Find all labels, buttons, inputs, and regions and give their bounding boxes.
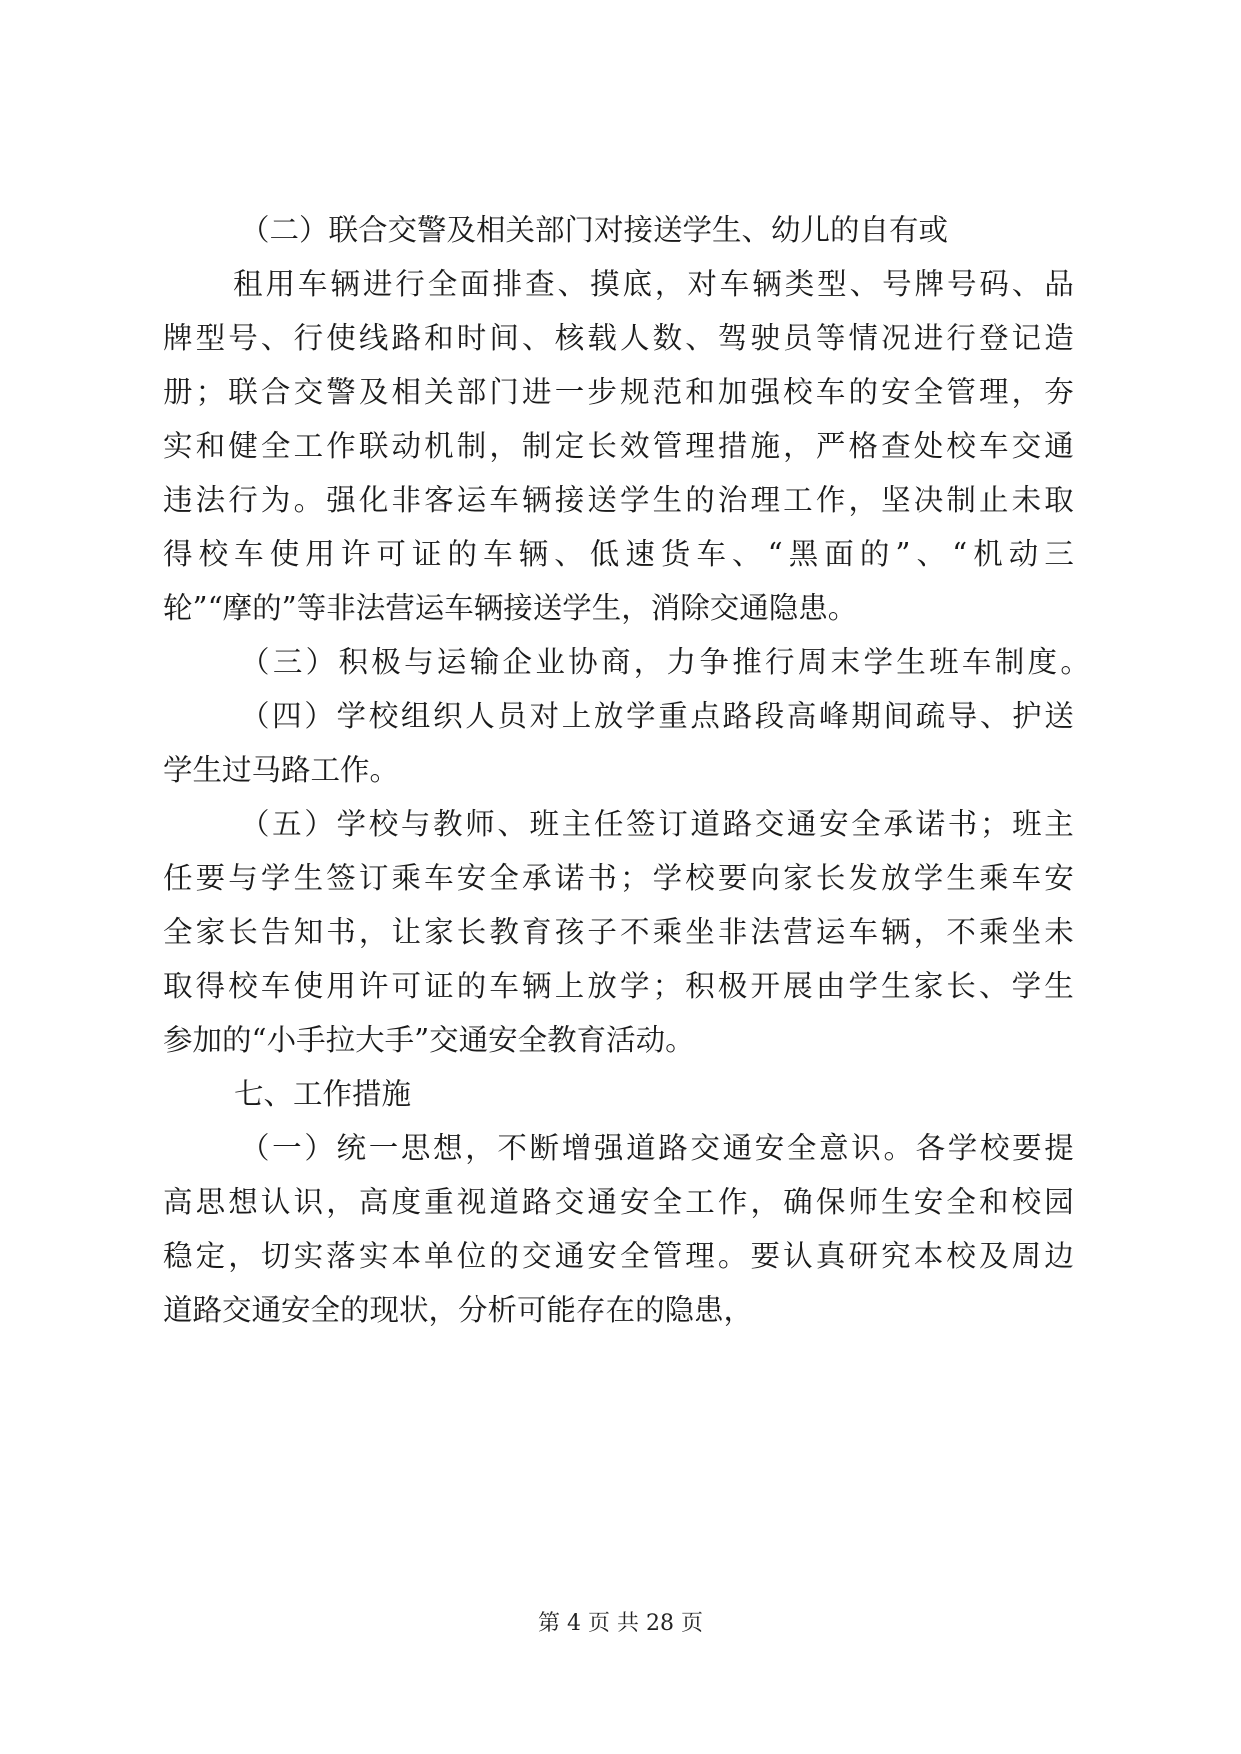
text-line: 得 校 车 使 用 许 可 证 的 车 辆 、 低 速 货 车 、 “ 黑 面 的 ” 、 “ 机 动 三: [163, 537, 1074, 571]
text-line: 全 家 长 告 知 书 ， 让 家 长 教 育 孩 子 不 乘 坐 非 法 营 运 车 辆 ， 不 乘 坐 未: [163, 915, 1074, 949]
text-line: 稳 定 ， 切 实 落 实 本 单 位 的 交 通 安 全 管 理 。 要 认 真 研 究 本 校 及 周 边: [163, 1239, 1074, 1273]
text-line: 轮”“摩的”等非法营运车辆接送学生，消除交通隐患。: [163, 591, 858, 625]
text-line: 册 ； 联 合 交 警 及 相 关 部 门 进 一 步 规 范 和 加 强 校 车 的 安 全 管 理 ， 夯: [163, 375, 1074, 409]
text-line: （二）联合交警及相关部门对接送学生、幼儿的自有或: [240, 213, 949, 247]
text-line: 道路交通安全的现状，分析可能存在的隐患，: [163, 1293, 754, 1327]
page-footer: 第 4 页 共 28 页: [538, 1611, 703, 1636]
text-line: （ 一 ） 统 一 思 想 ， 不 断 增 强 道 路 交 通 安 全 意 识 。 各 学 校 要 提: [240, 1131, 1074, 1165]
text-line: （ 三 ） 积 极 与 运 输 企 业 协 商 ， 力 争 推 行 周 末 学 生 班 车 制 度 。: [240, 645, 1090, 679]
text-line: 租 用 车 辆 进 行 全 面 排 查 、 摸 底 ， 对 车 辆 类 型 、 号 牌 号 码 、 品: [233, 267, 1074, 301]
text-line: 违 法 行 为 。 强 化 非 客 运 车 辆 接 送 学 生 的 治 理 工 作 ， 坚 决 制 止 未 取: [163, 483, 1074, 517]
text-line: 任 要 与 学 生 签 订 乘 车 安 全 承 诺 书 ； 学 校 要 向 家 长 发 放 学 生 乘 车 安: [163, 861, 1074, 895]
text-line: （ 四 ） 学 校 组 织 人 员 对 上 放 学 重 点 路 段 高 峰 期 间 疏 导 、 护 送: [240, 699, 1074, 733]
text-line: 实 和 健 全 工 作 联 动 机 制 ， 制 定 长 效 管 理 措 施 ， 严 格 查 处 校 车 交 通: [163, 429, 1074, 463]
text-line: 高 思 想 认 识 ， 高 度 重 视 道 路 交 通 安 全 工 作 ， 确 保 师 生 安 全 和 校 园: [163, 1185, 1074, 1219]
text-line: （ 五 ） 学 校 与 教 师 、 班 主 任 签 订 道 路 交 通 安 全 承 诺 书 ； 班 主: [240, 807, 1074, 841]
text-line: 牌 型 号 、 行 使 线 路 和 时 间 、 核 载 人 数 、 驾 驶 员 等 情 况 进 行 登 记 造: [163, 321, 1074, 355]
text-line: 取 得 校 车 使 用 许 可 证 的 车 辆 上 放 学 ； 积 极 开 展 由 学 生 家 长 、 学 生: [163, 969, 1074, 1003]
text-line: 七、工作措施: [234, 1077, 412, 1111]
text-line: 学生过马路工作。: [163, 753, 400, 787]
text-line: 参加的“小手拉大手”交通安全教育活动。: [163, 1023, 695, 1057]
